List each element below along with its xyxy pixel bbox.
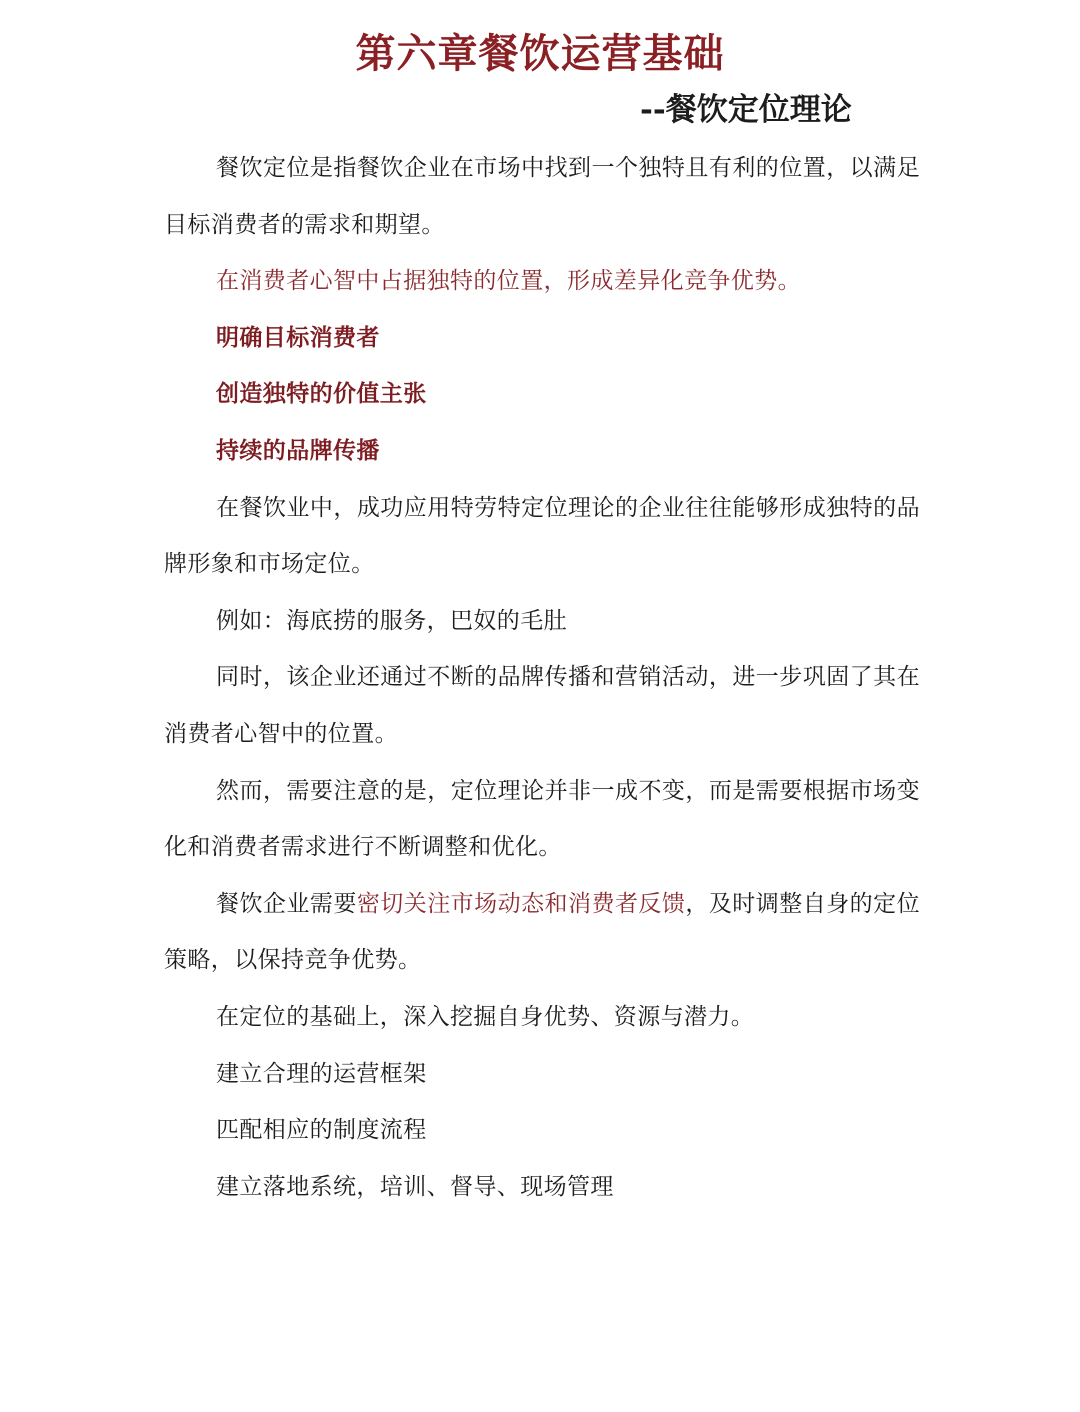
paragraph-trout-theory: 在餐饮业中，成功应用特劳特定位理论的企业往往能够形成独特的品牌形象和市场定位。: [164, 494, 920, 578]
document-body: [164, 140, 920, 1215]
paragraph-adjustment: 然而，需要注意的是，定位理论并非一成不变，而是需要根据市场变化和消费者需求进行不断调整和优化。: [164, 777, 920, 861]
page-title: 第六章餐饮运营基础: [355, 30, 725, 77]
point-operation-framework: 建立合理的运营框架: [216, 1060, 427, 1087]
paragraph-core-idea: 在消费者心智中占据独特的位置，形成差异化竞争优势。: [216, 268, 801, 295]
paragraph-definition: 餐饮定位是指餐饮企业在市场中找到一个独特且有利的位置，以满足目标消费者的需求和期望。: [164, 155, 920, 238]
monitoring-text-end: ，及时调整自身的定位策略，以保持竞争优势。: [164, 890, 920, 974]
paragraph-example: 例如：海底捞的服务，巴奴的毛肚: [216, 607, 567, 634]
point-value-proposition: 创造独特的价值主张: [216, 380, 427, 408]
page-subtitle: --餐饮定位理论: [640, 92, 852, 128]
paragraph-strengths: 在定位的基础上，深入挖掘自身优势、资源与潜力。: [216, 1003, 755, 1030]
point-process-system: 匹配相应的制度流程: [216, 1117, 427, 1144]
paragraph-consolidation: 同时，该企业还通过不断的品牌传播和营销活动，进一步巩固了其在消费者心智中的位置。: [164, 664, 920, 747]
point-target-consumers: 明确目标消费者: [216, 323, 380, 351]
monitoring-text-start: 餐饮企业需要: [216, 890, 357, 917]
point-brand-communication: 持续的品牌传播: [216, 436, 380, 464]
paragraph-monitoring: [164, 876, 920, 989]
monitoring-text-highlight: 密切关注市场动态和消费者反馈: [356, 890, 686, 917]
point-execution-system: 建立落地系统，培训、督导、现场管理: [216, 1173, 614, 1200]
